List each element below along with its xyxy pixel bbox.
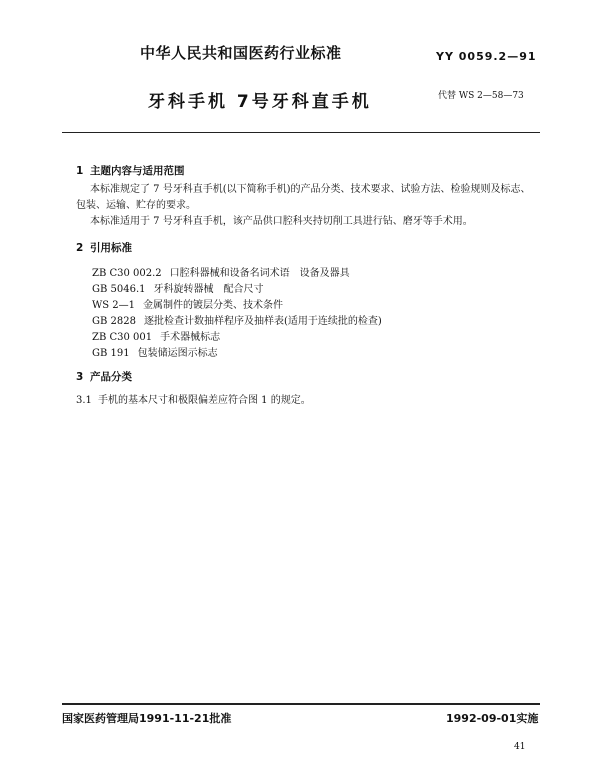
page-number: 41: [514, 742, 526, 752]
section-1-number: 1: [76, 165, 84, 177]
clause-3-1-text: 手机的基本尺寸和极限偏差应符合图 1 的规定。: [98, 395, 311, 406]
reference-title: 牙科旋转器械 配合尺寸: [153, 284, 264, 295]
reference-item: [92, 328, 220, 343]
replaces-standard-note: 代替 WS 2—58—73: [438, 91, 524, 101]
section-2-number: 2: [76, 242, 84, 254]
section-1-paragraph-1-line-1: 本标准规定了 7 号牙科直手机(以下简称手机)的产品分类、技术要求、试验方法、检验规则及标志、: [90, 184, 531, 195]
reference-code: GB 191: [92, 348, 130, 359]
reference-item: [92, 312, 382, 327]
reference-item: [92, 344, 218, 359]
reference-code: WS 2—1: [92, 300, 136, 311]
reference-title: 金属制件的镀层分类、技术条件: [143, 300, 284, 311]
section-1-heading: [76, 163, 185, 178]
section-2-title: 引用标准: [90, 242, 132, 254]
section-1-title: 主题内容与适用范围: [90, 165, 185, 177]
reference-code: GB 5046.1: [92, 284, 146, 295]
reference-title: 逐批检查计数抽样程序及抽样表(适用于连续批的检查): [143, 316, 382, 327]
standard-category-title: 中华人民共和国医药行业标准: [140, 44, 342, 62]
reference-code: GB 2828: [92, 316, 136, 327]
reference-title: 口腔科器械和设备名词术语 设备及器具: [169, 268, 350, 279]
clause-3-1: [76, 391, 311, 406]
section-2-heading: [76, 240, 132, 255]
footer-divider: [62, 703, 540, 705]
standard-number: YY 0059.2—91: [436, 50, 537, 63]
section-1-paragraph-2: 本标准适用于 7 号牙科直手机，该产品供口腔科夹持切削工具进行钻、磨牙等手术用。: [90, 216, 473, 227]
reference-title: 手术器械标志: [160, 332, 221, 343]
clause-3-1-number: 3.1: [76, 395, 92, 406]
effective-date-statement: 1992-09-01实施: [446, 712, 539, 725]
reference-code: ZB C30 002.2: [92, 268, 162, 279]
reference-item: [92, 280, 264, 295]
document-title: 牙科手机 7号牙科直手机: [148, 92, 372, 112]
reference-item: [92, 296, 283, 311]
reference-title: 包装储运图示标志: [137, 348, 218, 359]
reference-item: [92, 264, 350, 279]
section-3-number: 3: [76, 371, 84, 383]
section-3-title: 产品分类: [90, 371, 132, 383]
header-divider: [62, 132, 540, 133]
section-3-heading: [76, 369, 132, 384]
reference-code: ZB C30 001: [92, 332, 153, 343]
section-1-paragraph-1-line-2: 包装、运输、贮存的要求。: [76, 200, 196, 211]
approval-statement: 国家医药管理局1991-11-21批准: [62, 712, 232, 725]
